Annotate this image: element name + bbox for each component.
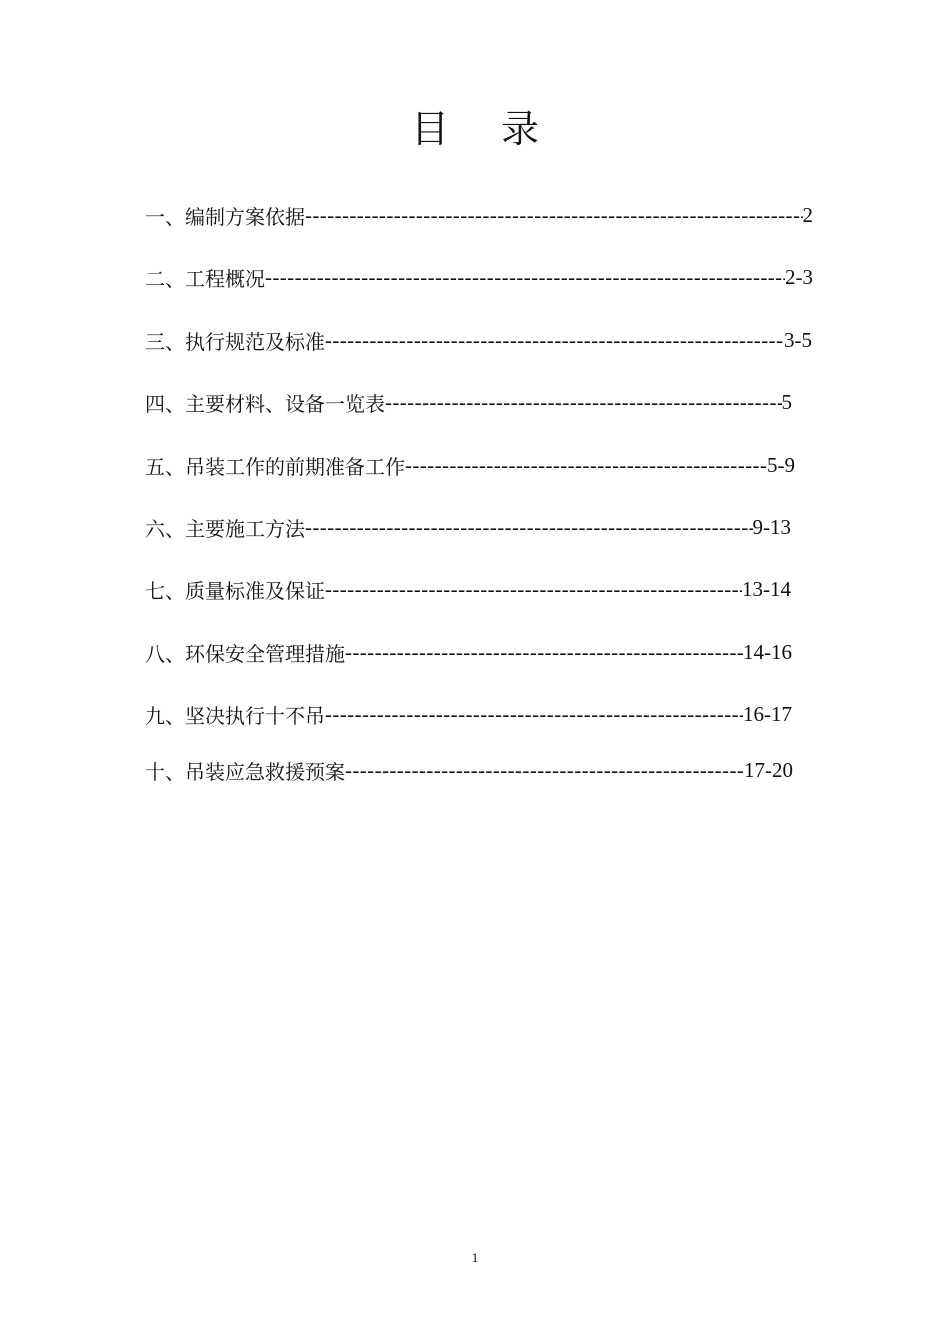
toc-entry[interactable] — [145, 572, 791, 606]
toc-entry[interactable] — [145, 697, 792, 731]
toc-dot-leader — [385, 390, 782, 415]
toc-entry-page: 16-17 — [743, 701, 792, 726]
toc-dot-leader — [325, 577, 742, 602]
toc-dot-leader — [325, 328, 784, 353]
toc-entry-label: 八、环保安全管理措施 — [145, 641, 345, 666]
toc-entry-label: 二、工程概况 — [145, 266, 265, 291]
toc-entry-page: 3-5 — [784, 327, 812, 352]
toc-entry[interactable] — [145, 753, 793, 787]
toc-dot-leader — [305, 515, 753, 540]
toc-dot-leader — [265, 265, 785, 290]
toc-entry-page: 5-9 — [767, 452, 795, 477]
toc-entry-page: 2-3 — [785, 264, 813, 289]
toc-entry-label: 六、主要施工方法 — [145, 516, 305, 541]
toc-entry[interactable] — [145, 448, 795, 482]
toc-entry[interactable] — [145, 635, 792, 669]
toc-dot-leader — [305, 203, 803, 228]
toc-entry-page: 5 — [781, 389, 792, 414]
toc-entry-label: 七、质量标准及保证 — [145, 578, 325, 603]
toc-entry-page: 9-13 — [752, 514, 791, 539]
page-number: 1 — [471, 1250, 479, 1265]
toc-entry-page: 13-14 — [742, 576, 791, 601]
toc-entry-page: 2 — [802, 202, 813, 227]
toc-entry[interactable] — [145, 510, 791, 544]
toc-entry-label: 五、吊装工作的前期准备工作 — [145, 454, 405, 479]
toc-entry-label: 四、主要材料、设备一览表 — [145, 391, 385, 416]
toc-entry-page: 14-16 — [743, 639, 792, 664]
toc-entry[interactable] — [145, 385, 792, 419]
toc-entry[interactable] — [145, 260, 813, 294]
toc-entry-page: 17-20 — [744, 757, 793, 782]
toc-dot-leader — [345, 758, 744, 783]
page-title: 目录 — [410, 107, 591, 151]
toc-dot-leader — [345, 640, 743, 665]
toc-entry-label: 九、坚决执行十不吊 — [145, 703, 325, 728]
toc-entry-label: 三、执行规范及标准 — [145, 329, 325, 354]
toc-entry-label: 十、吊装应急救援预案 — [145, 759, 345, 784]
toc-entry-label: 一、编制方案依据 — [145, 204, 305, 229]
toc-dot-leader — [405, 453, 767, 478]
toc-entry[interactable] — [145, 323, 812, 357]
toc-dot-leader — [325, 702, 743, 727]
toc-entry[interactable] — [145, 198, 813, 232]
